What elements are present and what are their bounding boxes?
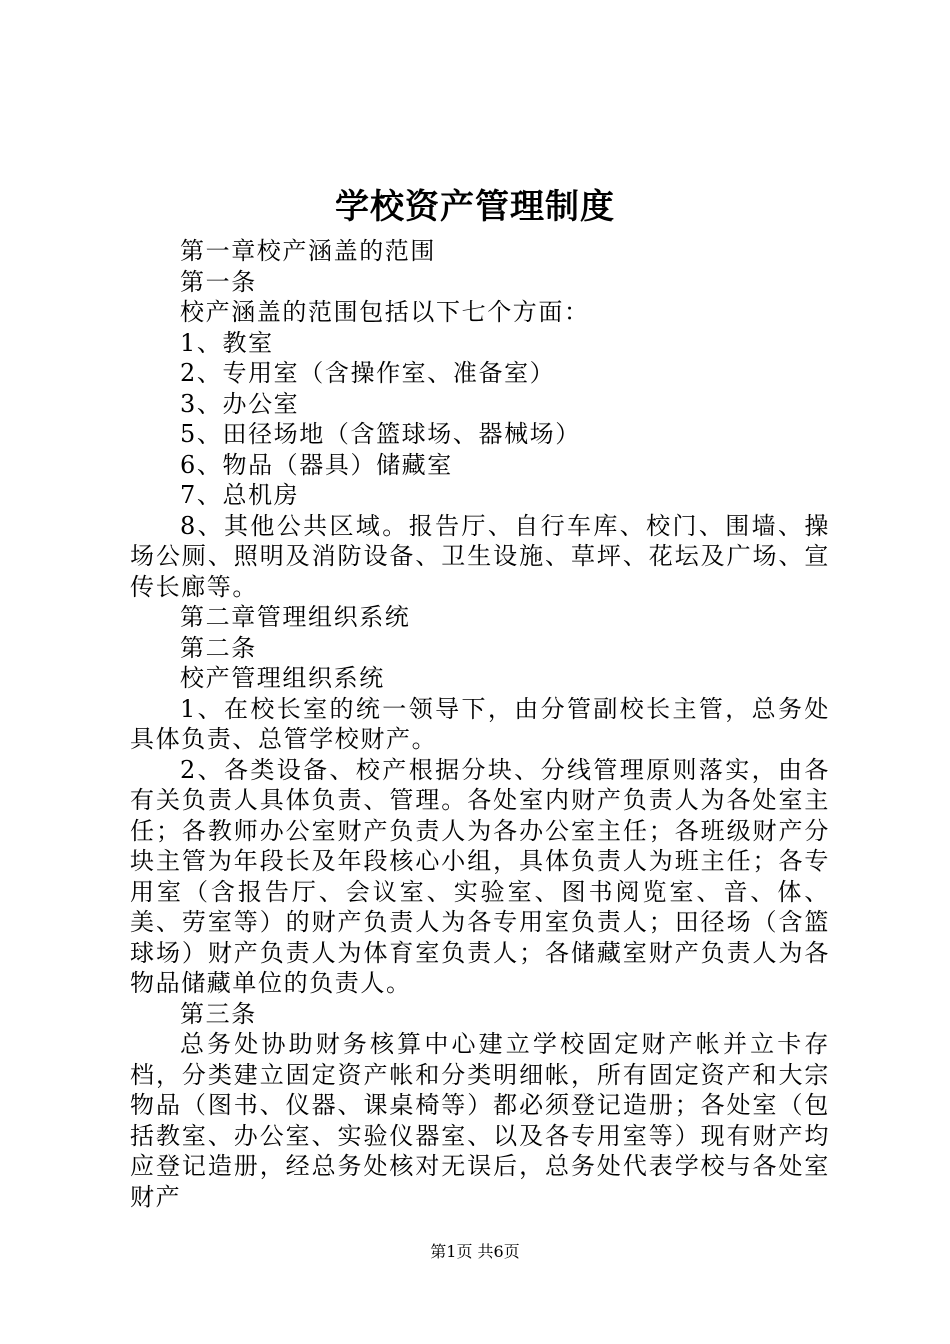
paragraph: 2、各类设备、校产根据分块、分线管理原则落实，由各有关负责人具体负责、管理。各处室内财产负责人为各处室主任；各教师办公室财产负责人为各办公室主任；各班级财产分块主管为年段长及年段核心小组，具体负责人为班主任；各专用室（含报告厅、会议室、实验室、图书阅览室、音、体、美、劳室等）的财产负责人为各专用室负责人；田径场（含篮球场）财产负责人为体育室负责人；各储藏室财产负责人为各物品储藏单位的负责人。 — [130, 755, 830, 997]
article-heading: 第二条 — [180, 633, 257, 662]
list-item: 7、总机房 — [180, 481, 300, 509]
list-item: 1、教室 — [180, 328, 274, 357]
chapter-heading: 第一章校产涵盖的范围 — [180, 237, 436, 265]
paragraph: 校产管理组织系统 — [180, 664, 385, 692]
paragraph: 校产涵盖的范围包括以下七个方面： — [180, 298, 590, 326]
paragraph: 1、在校长室的统一领导下，由分管副校长主管，总务处具体负责、总管学校财产。 — [130, 694, 830, 753]
list-item: 8、其他公共区域。报告厅、自行车库、校门、围墙、操场公厕、照明及消防设备、卫生设施、草坪、花坛及广场、宣传长廊等。 — [130, 511, 830, 601]
list-item: 5、田径场地（含篮球场、器械场） — [180, 420, 581, 448]
paragraph: 总务处协助财务核算中心建立学校固定财产帐并立卡存档，分类建立固定资产帐和分类明细帐，所有固定资产和大宗物品（图书、仪器、课桌椅等）都必须登记造册；各处室（包括教室、办公室、实验仪器室、以及各专用室等）现有财产均应登记造册，经总务处核对无误后，总务处代表学校与各处室财产 — [130, 1030, 830, 1211]
document-body — [130, 236, 830, 1212]
list-item: 3、办公室 — [180, 389, 300, 418]
list-item: 6、物品（器具）储藏室 — [180, 450, 453, 479]
document-title: 学校资产管理制度 — [335, 187, 615, 227]
article-heading: 第一条 — [180, 267, 257, 296]
page-footer: 第1页 共6页 — [430, 1242, 520, 1261]
article-heading: 第三条 — [180, 999, 257, 1028]
chapter-heading: 第二章管理组织系统 — [180, 603, 411, 631]
list-item: 2、专用室（含操作室、准备室） — [180, 359, 556, 387]
